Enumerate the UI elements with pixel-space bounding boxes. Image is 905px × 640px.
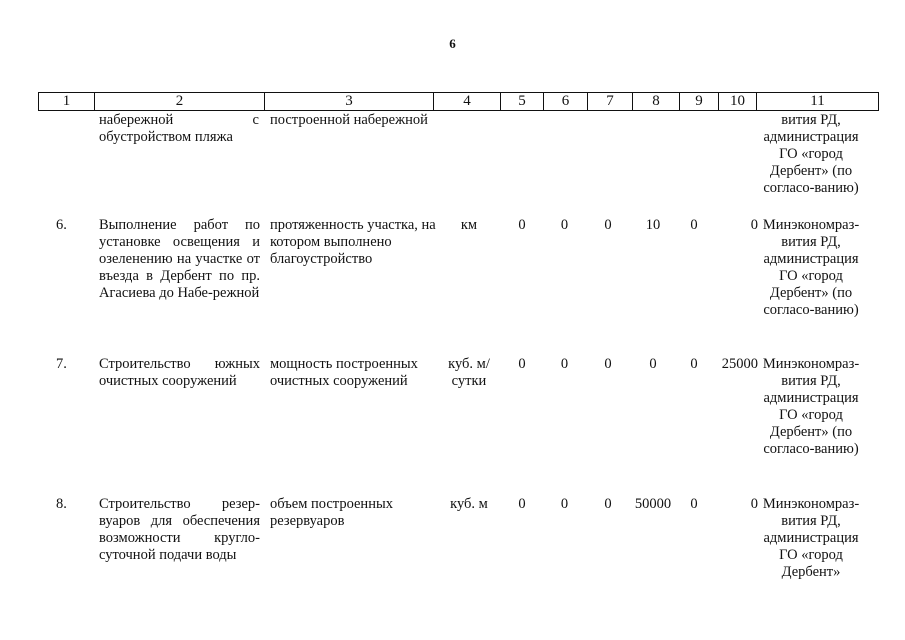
header-col-7: 7: [588, 93, 633, 111]
value-col-6: 0: [560, 217, 569, 233]
header-col-5: 5: [501, 93, 544, 111]
header-col-9: 9: [680, 93, 719, 111]
header-col-1: 1: [39, 93, 95, 111]
activity-name: Выполнение работ по установке освещения и озеленению на участке от въезда в Дербент по пр. Агасиева до Набе-режной: [99, 217, 260, 301]
value-col-9: 0: [690, 356, 698, 372]
value-col-7: 0: [604, 496, 612, 512]
value-col-7: 0: [604, 356, 612, 372]
value-col-6: 0: [560, 356, 569, 372]
value-col-10: 0: [750, 217, 758, 233]
value-col-10: 25000: [721, 356, 758, 372]
header-col-10: 10: [719, 93, 757, 111]
value-col-9: 0: [690, 496, 698, 512]
value-col-7: 0: [604, 217, 612, 233]
value-col-5: 0: [518, 496, 526, 512]
indicator-name: объем построенных резервуаров: [270, 496, 393, 529]
value-col-5: 0: [518, 217, 526, 233]
page-number: 6: [449, 36, 456, 51]
header-col-4: 4: [434, 93, 501, 111]
activity-name: Строительство южных очистных сооружений: [99, 356, 260, 389]
header-col-11: 11: [757, 93, 879, 111]
indicator-name: протяженность участка, на котором выполнено благоустройство: [270, 217, 436, 267]
header-col-3: 3: [265, 93, 434, 111]
value-col-8: 50000: [634, 496, 672, 512]
unit: км: [460, 217, 478, 233]
unit: куб. м/сутки: [448, 356, 490, 389]
activity-name: Строительство резер-вуаров для обеспечения возможности кругло-суточной подачи воды: [99, 496, 260, 563]
activity-name: набережной с обустройством пляжа: [99, 112, 259, 145]
header-col-6: 6: [544, 93, 588, 111]
row-number: 7.: [56, 356, 67, 372]
unit: куб. м: [450, 496, 488, 512]
indicator-name: мощность построенных очистных сооружений: [270, 356, 418, 389]
table-header: [38, 92, 879, 111]
value-col-6: 0: [560, 496, 569, 512]
value-col-10: 0: [750, 496, 758, 512]
value-col-5: 0: [518, 356, 526, 372]
value-col-8: 0: [649, 356, 657, 372]
responsible-executor: Минэкономраз-вития РД, администрация ГО «город Дербент» (по согласо-ванию): [762, 356, 860, 457]
responsible-executor: Минэкономраз-вития РД, администрация ГО «город Дербент» (по согласо-ванию): [762, 217, 860, 318]
value-col-9: 0: [690, 217, 698, 233]
header-col-2: 2: [95, 93, 265, 111]
value-col-8: 10: [645, 217, 661, 233]
responsible-executor: Минэкономраз-вития РД, администрация ГО «город Дербент»: [762, 496, 860, 580]
row-number: 6.: [56, 217, 67, 233]
indicator-name: построенной набережной: [270, 112, 428, 128]
row-number: 8.: [56, 496, 67, 512]
header-col-8: 8: [633, 93, 680, 111]
responsible-executor: вития РД, администрация ГО «город Дербент» (по согласо-ванию): [763, 112, 859, 196]
